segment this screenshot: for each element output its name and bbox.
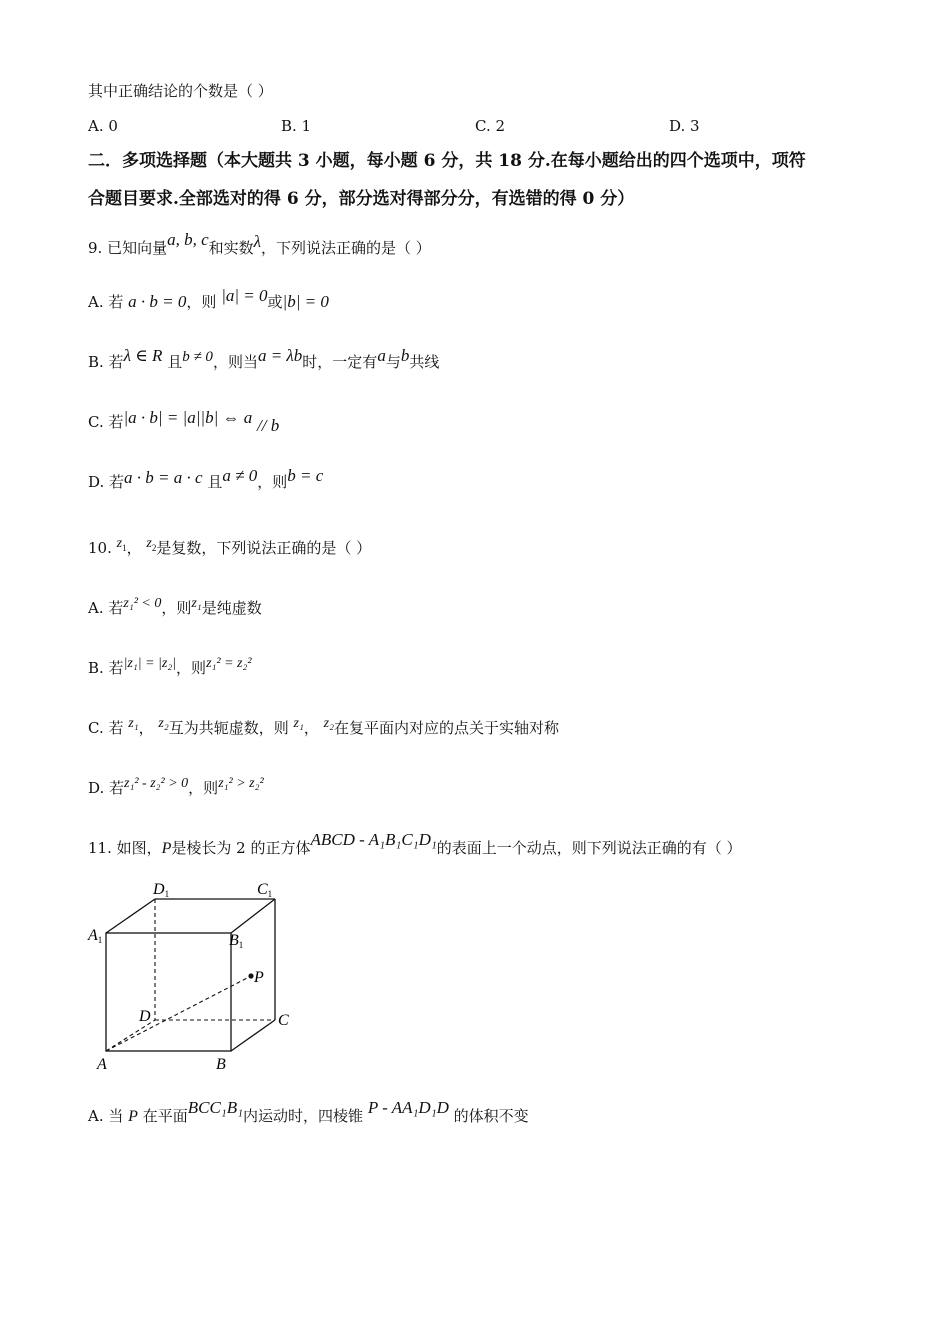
q11-p: P	[161, 840, 172, 857]
q10-c-math1: z₁	[128, 716, 139, 731]
q11-option-a	[88, 1098, 529, 1127]
q9-b-text2: 与	[385, 353, 401, 371]
q9-c-math1: |a · b| = |a||b| ⇔ a	[123, 408, 253, 427]
label-b1: B1	[229, 932, 244, 950]
q9-b-mid: ，则当	[212, 353, 258, 371]
q10-b-math1: |z₁| = |z₂|	[123, 656, 177, 671]
edge-b1c1	[231, 899, 275, 933]
option-c: C. 2	[475, 117, 506, 135]
q10-b-math2: z₁² = z₂²	[206, 656, 252, 671]
q11-mid: 是棱长为 2 的正方体	[171, 839, 311, 857]
q10-a-prefix: A. 若	[88, 599, 124, 617]
q11-a-mid: 在平面	[142, 1107, 188, 1125]
label-b: B	[216, 1056, 226, 1073]
label-c: C	[278, 1012, 289, 1029]
q10-d-mid: ，则	[188, 779, 219, 797]
cube-figure	[85, 876, 310, 1076]
q9-a-or: 或	[267, 293, 283, 311]
q10-option-d	[88, 778, 264, 800]
q10-c-math3: z₁	[293, 716, 304, 731]
q9-d-prefix: D. 若	[88, 473, 125, 491]
option-d: D. 3	[669, 117, 700, 135]
q9-b-and: 且	[167, 353, 183, 371]
q9-a-math3: |b| = 0	[282, 292, 329, 311]
q9-b-text3: 共线	[409, 353, 440, 371]
q10-c-prefix: C. 若	[88, 719, 124, 737]
question-text: 其中正确结论的个数是（ ）	[88, 82, 273, 100]
q10-c-tail: 在复平面内对应的点关于实轴对称	[333, 719, 559, 737]
q10-d-prefix: D. 若	[88, 779, 125, 797]
q9-a-mid: ，则	[186, 293, 217, 311]
q9-vectors: a, b, c	[167, 230, 209, 249]
q9-a-math2: |a| = 0	[221, 286, 268, 305]
q10-option-b	[88, 658, 252, 680]
q10-d-math2: z₁² > z₂²	[218, 776, 264, 791]
q11-a-tail: 的体积不变	[453, 1107, 529, 1125]
q9-a-math1: a · b = 0	[128, 292, 187, 311]
q10-c-mid: 互为共轭虚数，则	[168, 719, 289, 737]
section-heading-line2: 合题目要求.全部选对的得 6 分，部分选对得部分分，有选错的得 0 分）	[88, 189, 635, 209]
segment-ap	[106, 976, 251, 1051]
q9-d-math3: b = c	[287, 466, 324, 485]
q9-c-prefix: C. 若	[88, 413, 124, 431]
q10-c-math4: z₂	[323, 716, 334, 731]
q10-a-tail: 是纯虚数	[201, 599, 262, 617]
q11-prefix: 11. 如图，	[88, 839, 162, 857]
label-d: D	[139, 1008, 151, 1025]
label-d1: D1	[153, 881, 170, 899]
q10-stem	[88, 538, 371, 564]
q10-c-math2: z₂	[158, 716, 169, 731]
q9-option-d	[88, 466, 324, 492]
q9-b-prefix: B. 若	[88, 353, 124, 371]
q10-b-prefix: B. 若	[88, 659, 124, 677]
option-b: B. 1	[281, 117, 312, 135]
q10-number: 10.	[88, 539, 112, 557]
q11-a-math2: P - AA₁D₁D	[367, 1098, 449, 1117]
q10-c-sep2: ，	[303, 719, 319, 737]
q9-b-math5: b	[400, 346, 410, 365]
label-p: P	[254, 969, 264, 986]
q9-option-a	[88, 286, 329, 312]
label-a: A	[97, 1056, 107, 1073]
label-c1: C1	[257, 881, 273, 899]
q9-b-math4: a	[377, 346, 386, 365]
q10-option-c	[88, 718, 559, 740]
label-a1: A1	[88, 927, 103, 945]
q9-d-and: 且	[207, 473, 223, 491]
q9-stem	[88, 230, 431, 258]
q9-option-b	[88, 346, 440, 373]
q10-tail: 是复数，下列说法正确的是（ ）	[156, 539, 372, 557]
q11-tail: 的表面上一个动点，则下列说法正确的有（ ）	[436, 839, 742, 857]
q11-stem	[88, 830, 742, 859]
q10-option-a	[88, 598, 262, 620]
option-a: A. 0	[88, 117, 118, 135]
q9-d-math2: a ≠ 0	[222, 466, 258, 485]
q9-number: 9. 已知向量	[88, 239, 168, 257]
q11-cube: ABCD - A₁B₁C₁D₁	[310, 830, 437, 849]
q9-b-text1: 时，一定有	[302, 353, 378, 371]
q11-a-p: P	[128, 1108, 138, 1125]
q10-a-math2: z₁	[191, 596, 202, 611]
q9-d-math1: a · b = a · c	[124, 468, 203, 487]
q9-c-math2: // b	[257, 416, 280, 435]
section-heading-line1: 二．多项选择题（本大题共 3 小题，每小题 6 分，共 18 分.在每小题给出的四个选项中，项符	[88, 151, 806, 171]
q10-a-math1: z₁² < 0	[123, 596, 162, 611]
q10-sep: ，	[126, 539, 142, 557]
q9-b-math1: λ ∈ R	[123, 346, 163, 365]
q9-a-prefix: A. 若	[88, 293, 124, 311]
q11-a-prefix: A. 当	[88, 1107, 124, 1125]
edge-a1d1	[106, 899, 155, 933]
edge-bc	[231, 1020, 275, 1051]
q9-lambda: λ	[253, 232, 262, 251]
q9-mid: 和实数	[208, 239, 254, 257]
q10-b-mid: ，则	[176, 659, 207, 677]
q9-tail: ，下列说法正确的是（ ）	[261, 239, 431, 257]
q9-b-math3: a = λb	[257, 346, 303, 365]
point-p	[248, 973, 253, 978]
q11-a-math1: BCC₁B₁	[187, 1098, 244, 1117]
q9-option-c	[88, 408, 280, 435]
q11-a-text1: 内运动时，四棱锥	[243, 1107, 364, 1125]
cube-front-face	[106, 933, 231, 1051]
q9-b-math2: b ≠ 0	[182, 349, 213, 365]
q10-z2: $z_2$	[146, 536, 157, 553]
q10-c-sep: ，	[138, 719, 154, 737]
q10-a-mid: ，则	[161, 599, 192, 617]
q10-d-math1: z₁² - z₂² > 0	[124, 776, 189, 791]
q10-z1: $z_1$	[116, 536, 127, 553]
q9-d-mid: ，则	[257, 473, 288, 491]
